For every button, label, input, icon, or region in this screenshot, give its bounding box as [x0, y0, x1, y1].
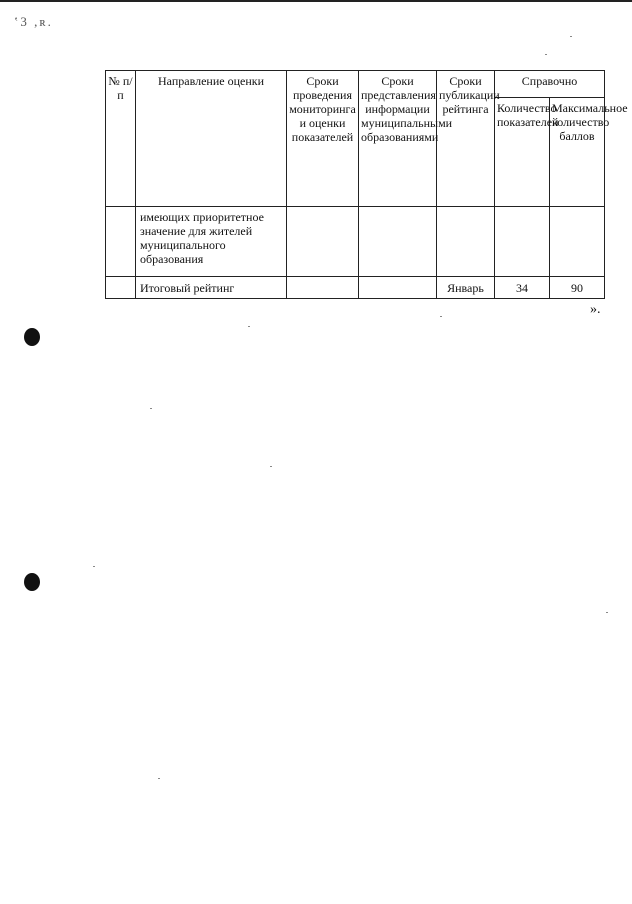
cell-submission: [359, 277, 437, 299]
cell-publication: Январь: [437, 277, 495, 299]
header-submission: Сроки представления информации муниципальными образованиями: [359, 71, 437, 207]
closing-quote-mark: ».: [590, 302, 601, 317]
scan-speck: [248, 326, 250, 327]
cell-count: 34: [495, 277, 550, 299]
cell-publication: [437, 207, 495, 277]
scan-speck: [270, 466, 272, 467]
cell-max: [550, 207, 605, 277]
punch-hole-icon: [24, 573, 40, 591]
cell-count: [495, 207, 550, 277]
header-ref-count: Количество показателей: [495, 98, 550, 207]
header-direction: Направление оценки: [136, 71, 287, 207]
cell-num: [106, 277, 136, 299]
table-row: [106, 207, 605, 277]
scan-speck: [440, 316, 442, 317]
punch-hole-icon: [24, 328, 40, 346]
scan-handwritten-mark: ʽ3 ,ʀ.: [14, 14, 53, 29]
cell-max: 90: [550, 277, 605, 299]
header-num: № п/п: [106, 71, 136, 207]
scan-speck: [150, 408, 152, 409]
cell-direction: имеющих приоритетное значение для жителей муниципального образования: [136, 207, 287, 277]
header-monitoring: Сроки проведения мониторинга и оценки показателей: [287, 71, 359, 207]
table-row-total: [106, 277, 605, 299]
table-header-row: [106, 71, 605, 98]
scan-speck: [570, 36, 572, 37]
scan-top-border: [0, 0, 632, 2]
cell-monitoring: [287, 277, 359, 299]
cell-direction: Итоговый рейтинг: [136, 277, 287, 299]
header-ref-max: Максимальное количество баллов: [550, 98, 605, 207]
header-reference: Справочно: [495, 71, 605, 98]
scan-speck: [158, 778, 160, 779]
scan-speck: [545, 54, 547, 55]
cell-submission: [359, 207, 437, 277]
scan-speck: [93, 566, 95, 567]
header-publication: Сроки публикации рейтинга: [437, 71, 495, 207]
scan-speck: [606, 612, 608, 613]
rating-schedule-table: [105, 70, 628, 299]
cell-num: [106, 207, 136, 277]
cell-monitoring: [287, 207, 359, 277]
